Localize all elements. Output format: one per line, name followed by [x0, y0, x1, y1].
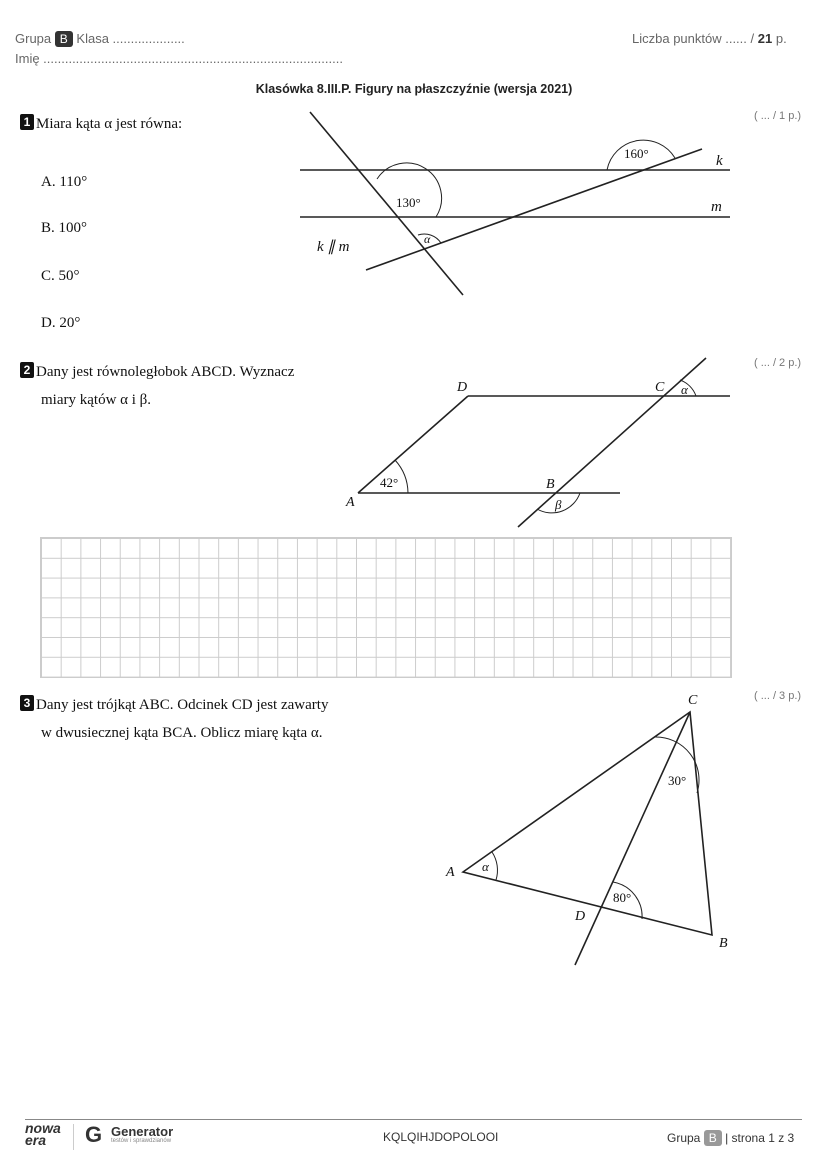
points-field [632, 31, 787, 46]
label-30: 30° [668, 773, 687, 788]
label-d: D [457, 380, 468, 395]
group-badge: B [55, 31, 73, 47]
points-total: 21 [757, 31, 773, 46]
logo-divider [73, 1124, 74, 1150]
option-b[interactable]: B. 100° [41, 220, 88, 236]
arc-alpha [492, 852, 497, 880]
option-a[interactable]: A. 110° [41, 174, 88, 190]
option-c[interactable]: C. 50° [41, 268, 80, 284]
generator-icon: G [85, 1122, 103, 1147]
label-m: m [711, 199, 722, 215]
label-160: 160° [624, 146, 649, 161]
footer-group-label: Grupa [667, 1131, 701, 1145]
label-130: 130° [396, 195, 421, 210]
transversal-1 [310, 112, 463, 295]
task-number: 3 [20, 695, 34, 711]
label-c: C [688, 693, 698, 708]
label-b: B [546, 477, 555, 492]
page-number: | strona 1 z 3 [725, 1131, 795, 1145]
side-ad [358, 396, 468, 493]
figure-1 [300, 112, 730, 295]
test-code: KQLQIHJDOPOLOOI [383, 1130, 499, 1144]
label-80: 80° [613, 890, 632, 905]
task-2-question [20, 362, 294, 381]
answer-grid[interactable] [40, 537, 732, 678]
label-alpha: α [424, 232, 431, 246]
task-text-line2: miary kątów α i β. [41, 392, 152, 408]
footer-page-info [667, 1130, 794, 1146]
task-number: 2 [20, 362, 34, 378]
label-a: A [346, 495, 355, 510]
page-title: Klasówka 8.III.P. Figury na płaszczyźnie (wersja 2021) [255, 82, 573, 96]
group-field [15, 31, 185, 47]
label-42: 42° [380, 475, 399, 490]
generator-logo: Generator [111, 1124, 174, 1139]
generator-subtitle: testów i sprawdzianów [111, 1138, 172, 1144]
task-text: Dany jest trójkąt ABC. Odcinek CD jest zawarty [36, 697, 329, 713]
nowa-era-logo: nowa era [25, 1120, 61, 1148]
figure-3 [463, 712, 712, 965]
footer-divider [25, 1119, 802, 1120]
task-points: ( ... / 2 p.) [754, 357, 802, 369]
label-beta: β [555, 497, 562, 512]
task-text-line2: w dwusiecznej kąta BCA. Oblicz miarę kąta α. [41, 725, 323, 741]
line-bc [518, 358, 706, 527]
label-d: D [575, 909, 586, 924]
task-text: Dany jest równoległobok ABCD. Wyznacz [36, 364, 295, 380]
task-text: Miara kąta α jest równa: [36, 116, 183, 132]
label-b: B [719, 936, 728, 951]
name-field[interactable]: Imię ................................................................................... [15, 51, 343, 66]
option-d[interactable]: D. 20° [41, 315, 81, 331]
points-suffix: p. [775, 31, 787, 46]
task-3-question [20, 695, 328, 714]
label-parallel: k ∥ m [317, 239, 350, 255]
bisector-cd [575, 712, 690, 965]
label-a: A [446, 865, 455, 880]
task-points: ( ... / 1 p.) [754, 110, 802, 122]
figure-2 [358, 358, 730, 527]
group-label: Grupa [15, 31, 52, 46]
label-k: k [716, 153, 723, 169]
footer-group-badge: B [704, 1130, 722, 1146]
label-alpha: α [681, 382, 688, 397]
task-points: ( ... / 3 p.) [754, 690, 802, 702]
task-number: 1 [20, 114, 34, 130]
points-label: Liczba punktów ...... / [632, 31, 755, 46]
triangle-abc [463, 712, 712, 935]
label-c: C [655, 380, 665, 395]
label-alpha: α [482, 859, 489, 874]
class-field[interactable]: Klasa .................... [76, 31, 185, 46]
task-1-question [20, 114, 182, 133]
